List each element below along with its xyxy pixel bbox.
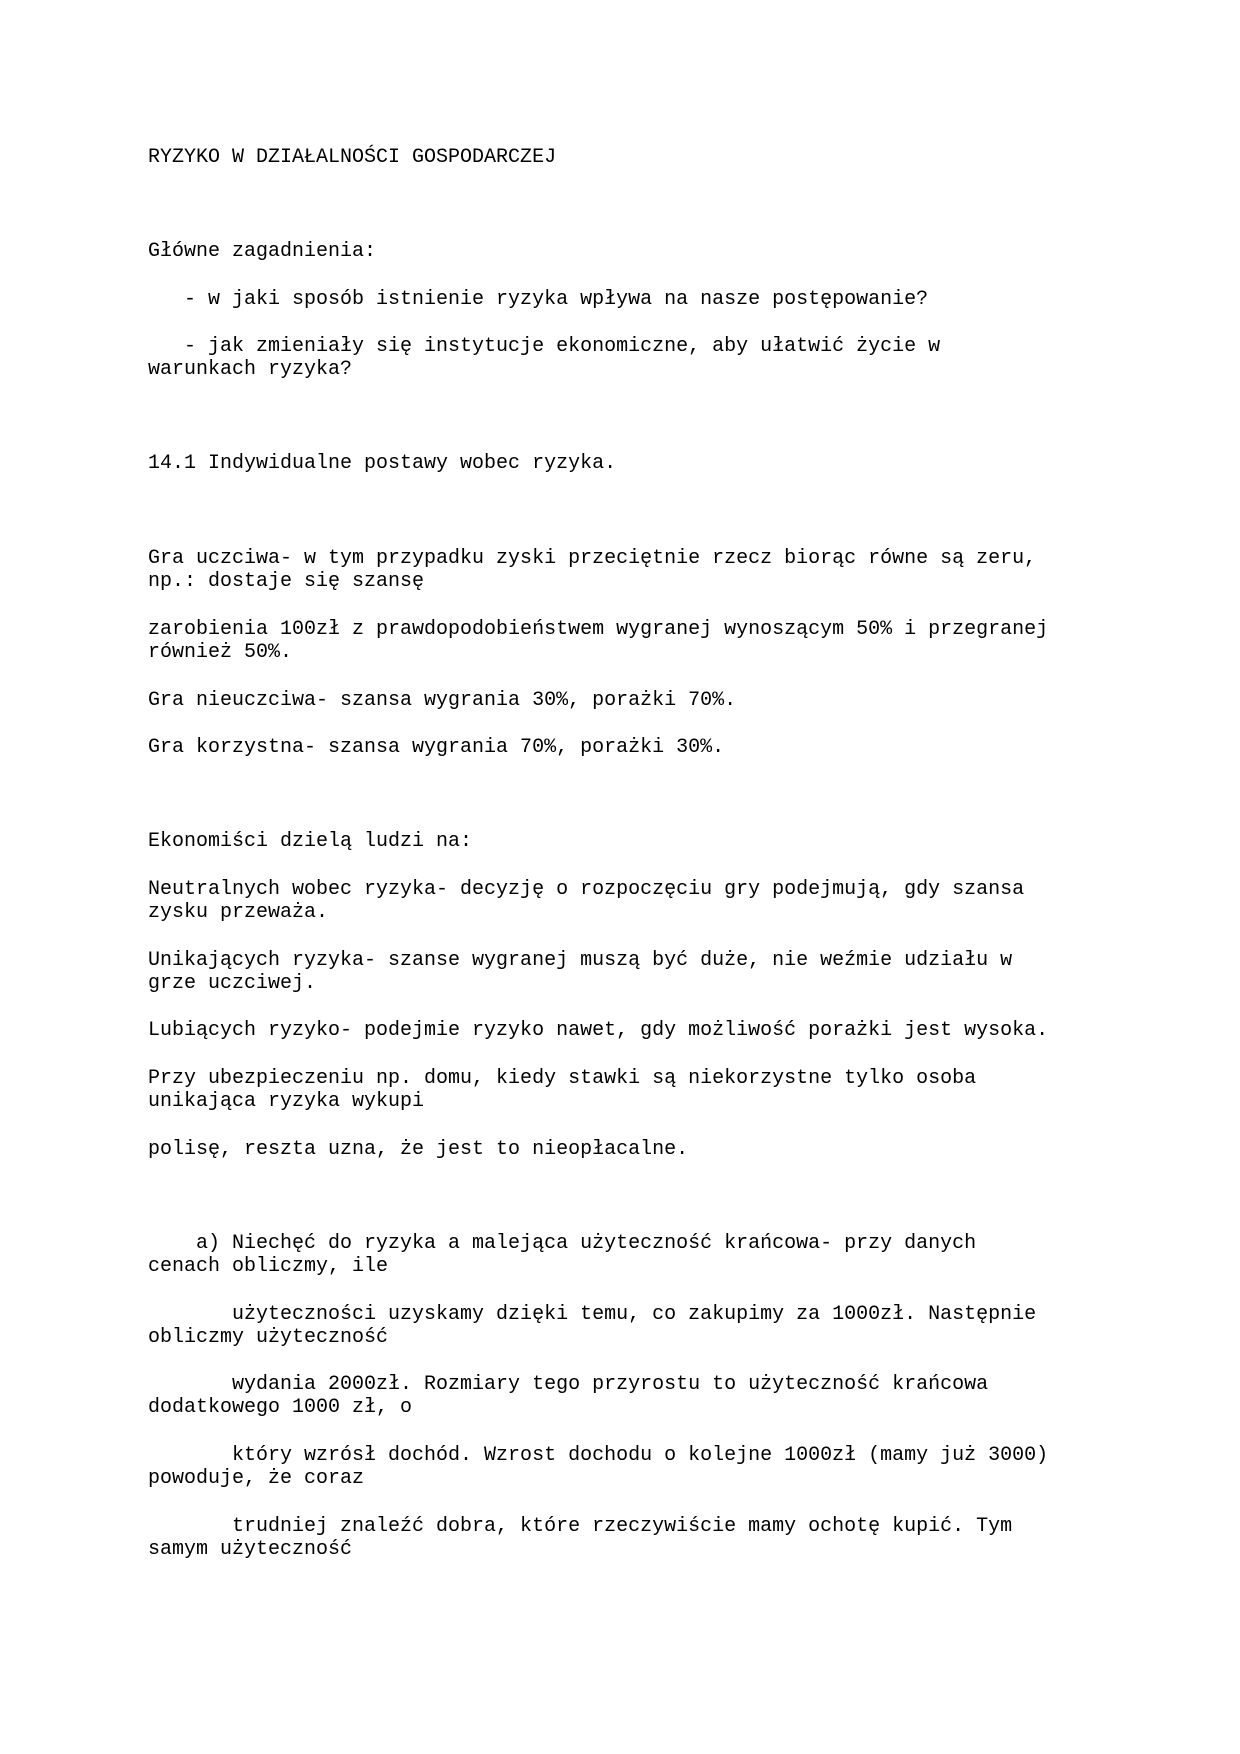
paragraph-line: również 50%. [148,641,293,664]
paragraph-line: Lubiących ryzyko- podejmie ryzyko nawet, gdy możliwość porażki jest wysoka. [148,1019,1049,1042]
paragraph-line: dodatkowego 1000 zł, o [148,1396,413,1419]
paragraph-line: samym użyteczność [148,1538,353,1561]
paragraph-line: obliczmy użyteczność [148,1326,389,1349]
paragraph-line: warunkach ryzyka? [148,358,353,381]
paragraph-line: grze uczciwej. [148,972,317,995]
paragraph-line: Unikających ryzyka- szanse wygranej muszą być duże, nie weźmie udziału w [148,949,1013,972]
paragraph-line: cenach obliczmy, ile [148,1255,389,1278]
paragraph-line: który wzrósł dochód. Wzrost dochodu o kolejne 1000zł (mamy już 3000) [148,1444,1049,1467]
paragraph-line: Gra nieuczciwa- szansa wygrania 30%, porażki 70%. [148,689,737,712]
paragraph-line: Neutralnych wobec ryzyka- decyzję o rozpoczęciu gry podejmują, gdy szansa [148,878,1025,901]
section-heading: 14.1 Indywidualne postawy wobec ryzyka. [148,452,617,475]
paragraph-line: polisę, reszta uzna, że jest to nieopłacalne. [148,1138,689,1161]
paragraph-line: wydania 2000zł. Rozmiary tego przyrostu to użyteczność krańcowa [148,1373,989,1396]
paragraph-line: zarobienia 100zł z prawdopodobieństwem wygranej wynoszącym 50% i przegranej [148,618,1049,641]
paragraph-line: Ekonomiści dzielą ludzi na: [148,830,473,853]
paragraph-line: unikająca ryzyka wykupi [148,1090,425,1113]
paragraph-line: Gra korzystna- szansa wygrania 70%, porażki 30%. [148,736,725,759]
paragraph-line: - w jaki sposób istnienie ryzyka wpływa na nasze postępowanie? [148,288,929,311]
paragraph-line: użyteczności uzyskamy dzięki temu, co zakupimy za 1000zł. Następnie [148,1303,1037,1326]
paragraph-line: trudniej znaleźć dobra, które rzeczywiście mamy ochotę kupić. Tym [148,1515,1013,1538]
paragraph-line: Przy ubezpieczeniu np. domu, kiedy stawki są niekorzystne tylko osoba [148,1067,977,1090]
paragraph-line: - jak zmieniały się instytucje ekonomiczne, aby ułatwić życie w [148,335,941,358]
paragraph-line: Gra uczciwa- w tym przypadku zyski przeciętnie rzecz biorąc równe są zeru, [148,547,1037,570]
paragraph-line: Główne zagadnienia: [148,240,377,263]
paragraph-line: np.: dostaje się szansę [148,570,425,593]
paragraph-line: zysku przeważa. [148,901,329,924]
paragraph-line: a) Niechęć do ryzyka a malejąca użyteczność krańcowa- przy danych [148,1232,977,1255]
document-title: RYZYKO W DZIAŁALNOŚCI GOSPODARCZEJ [148,146,557,169]
paragraph-line: powoduje, że coraz [148,1467,365,1490]
